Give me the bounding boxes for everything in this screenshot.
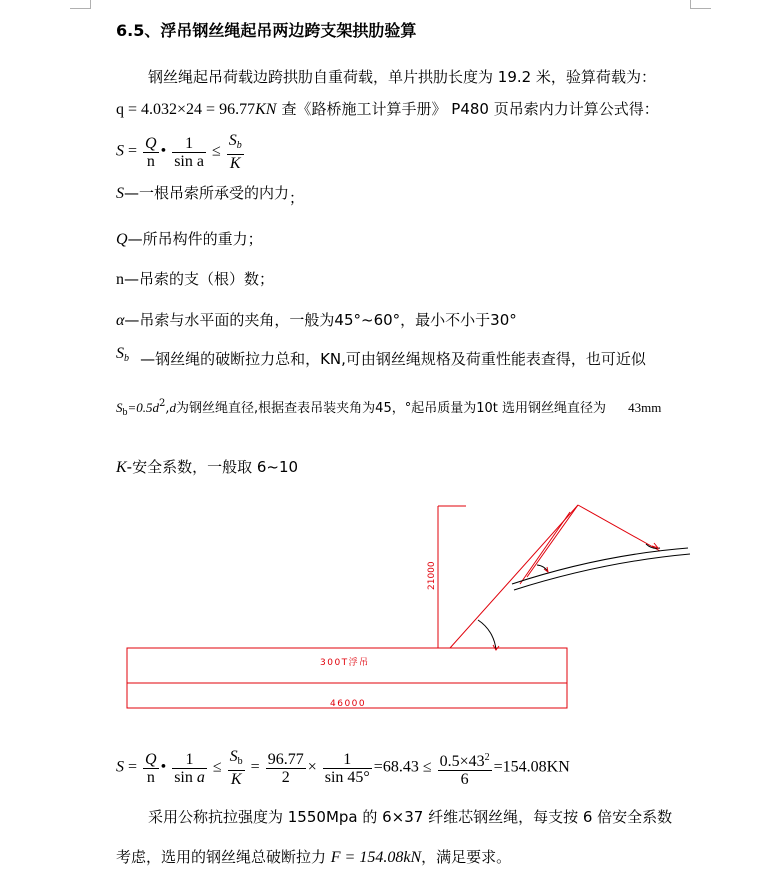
definition-symbol-alpha: α [116,312,125,329]
sling-line-left [527,505,578,577]
definition-text-n: —吊索的支（根）数； [124,270,275,288]
fraction-numerator-Q: Q [145,134,157,152]
fraction-denominator-sin: sin a [174,152,204,170]
fraction-safety-factor: 6 [460,770,469,788]
section-heading: 6.5、浮吊钢丝绳起吊两边跨支架拱肋验算 [116,21,417,40]
length-label: 46000 [330,699,367,709]
sling-line-right [578,505,660,551]
definition-Sb-line2: $S_b=0.5d^2,d$为钢丝绳直径,根据查表吊装夹角为45，°起吊质量为10t 选用钢丝绳直径为 43mm [116,398,662,418]
formula-internal-force: S = $\frac{Q}{n}$ • $\frac{1}{\text{sin a}}$ ≤ $\frac{S_b}{K}$ [116,132,242,172]
result-internal-force: =68.43 ≤ [373,758,432,776]
arch-rib-lower [514,554,690,590]
definition-symbol-K: K [116,459,127,476]
definition-text-S: —一根吊索所承受的内力 [124,184,290,202]
formula-check: S = $\frac{Q}{n}$ • $\frac{1}{\text{sin a}}$ ≤ $\frac{S_b}{K}$ = $\frac{96.77}{2}$ × $\frac{1}{\sin 45^\circ}$ =68.43 ≤ $\frac{0.5\times 43^2}{6}$ =154.08KN [116,748,570,788]
definition-text-Q: —所吊构件的重力； [127,230,263,248]
sling-line-inner [520,512,570,584]
definition-text-Sb: —钢丝绳的破断拉力总和，KN,可由钢丝绳规格及荷重性能表查得，也可近似 [140,350,646,368]
fraction-load: 96.77 [267,750,304,768]
intro-line: 钢丝绳起吊荷载边跨拱肋自重荷载，单片拱肋长度为 19.2 米，验算荷载为： [148,68,656,86]
definition-symbol-Q: Q [116,231,128,248]
hull-label: 300T浮吊 [320,658,370,668]
fraction-two: 2 [281,768,290,786]
q-formula: q = 4.032×24 = 96.77 [116,101,256,118]
conclusion-line1: 采用公称抗拉强度为 1550Mpa 的 6×37 纤维芯钢丝绳，每支按 6 倍安全系数 [148,808,673,826]
height-label: 21000 [427,561,437,590]
fraction-sin45: sin 45° [324,768,370,786]
q-unit: KN [255,101,277,118]
breaking-force-value: F = 154.08kN [330,849,422,866]
fraction-load-over-two [266,751,306,786]
reference-text: 查《路桥施工计算手册》 P480 页吊索内力计算公式得： [281,100,659,118]
conclusion-line2: 考虑，选用的钢丝绳总破断拉力 F = 154.08kN，满足要求。 [116,848,512,866]
definition-symbol-Sb: $S_b$ [116,345,129,364]
fraction-breaking-force: $\frac{0.5\times 43^2}{6}$ [438,749,492,788]
definition-symbol-n: n [116,271,124,288]
arch-rib-upper [512,548,688,584]
fraction-numerator-Sb: $S_b$ [227,132,244,155]
formula-S: S [116,142,124,160]
definition-text-alpha: —吊索与水平面的夹角，一般为45°~60°，最小不小于30° [124,311,517,329]
rope-diameter: 43mm [628,400,662,415]
definition-text-K: -安全系数，一般取 6~10 [126,458,299,476]
fraction-breaking-numerator: 0.5×43 [439,752,485,770]
result-allowable: =154.08KN [493,758,570,776]
crane-boom [450,505,578,648]
fraction-one-over-sin45: $\frac{1}{\sin 45^\circ}$ [324,750,370,786]
definition-symbol-S: S [116,185,124,202]
fraction-numerator-one: 1 [172,135,206,153]
fraction-denominator-n: n [146,152,155,170]
fraction-denominator-K: K [229,155,241,172]
definition-S: S—一根吊索所承受的内力； [116,184,305,207]
